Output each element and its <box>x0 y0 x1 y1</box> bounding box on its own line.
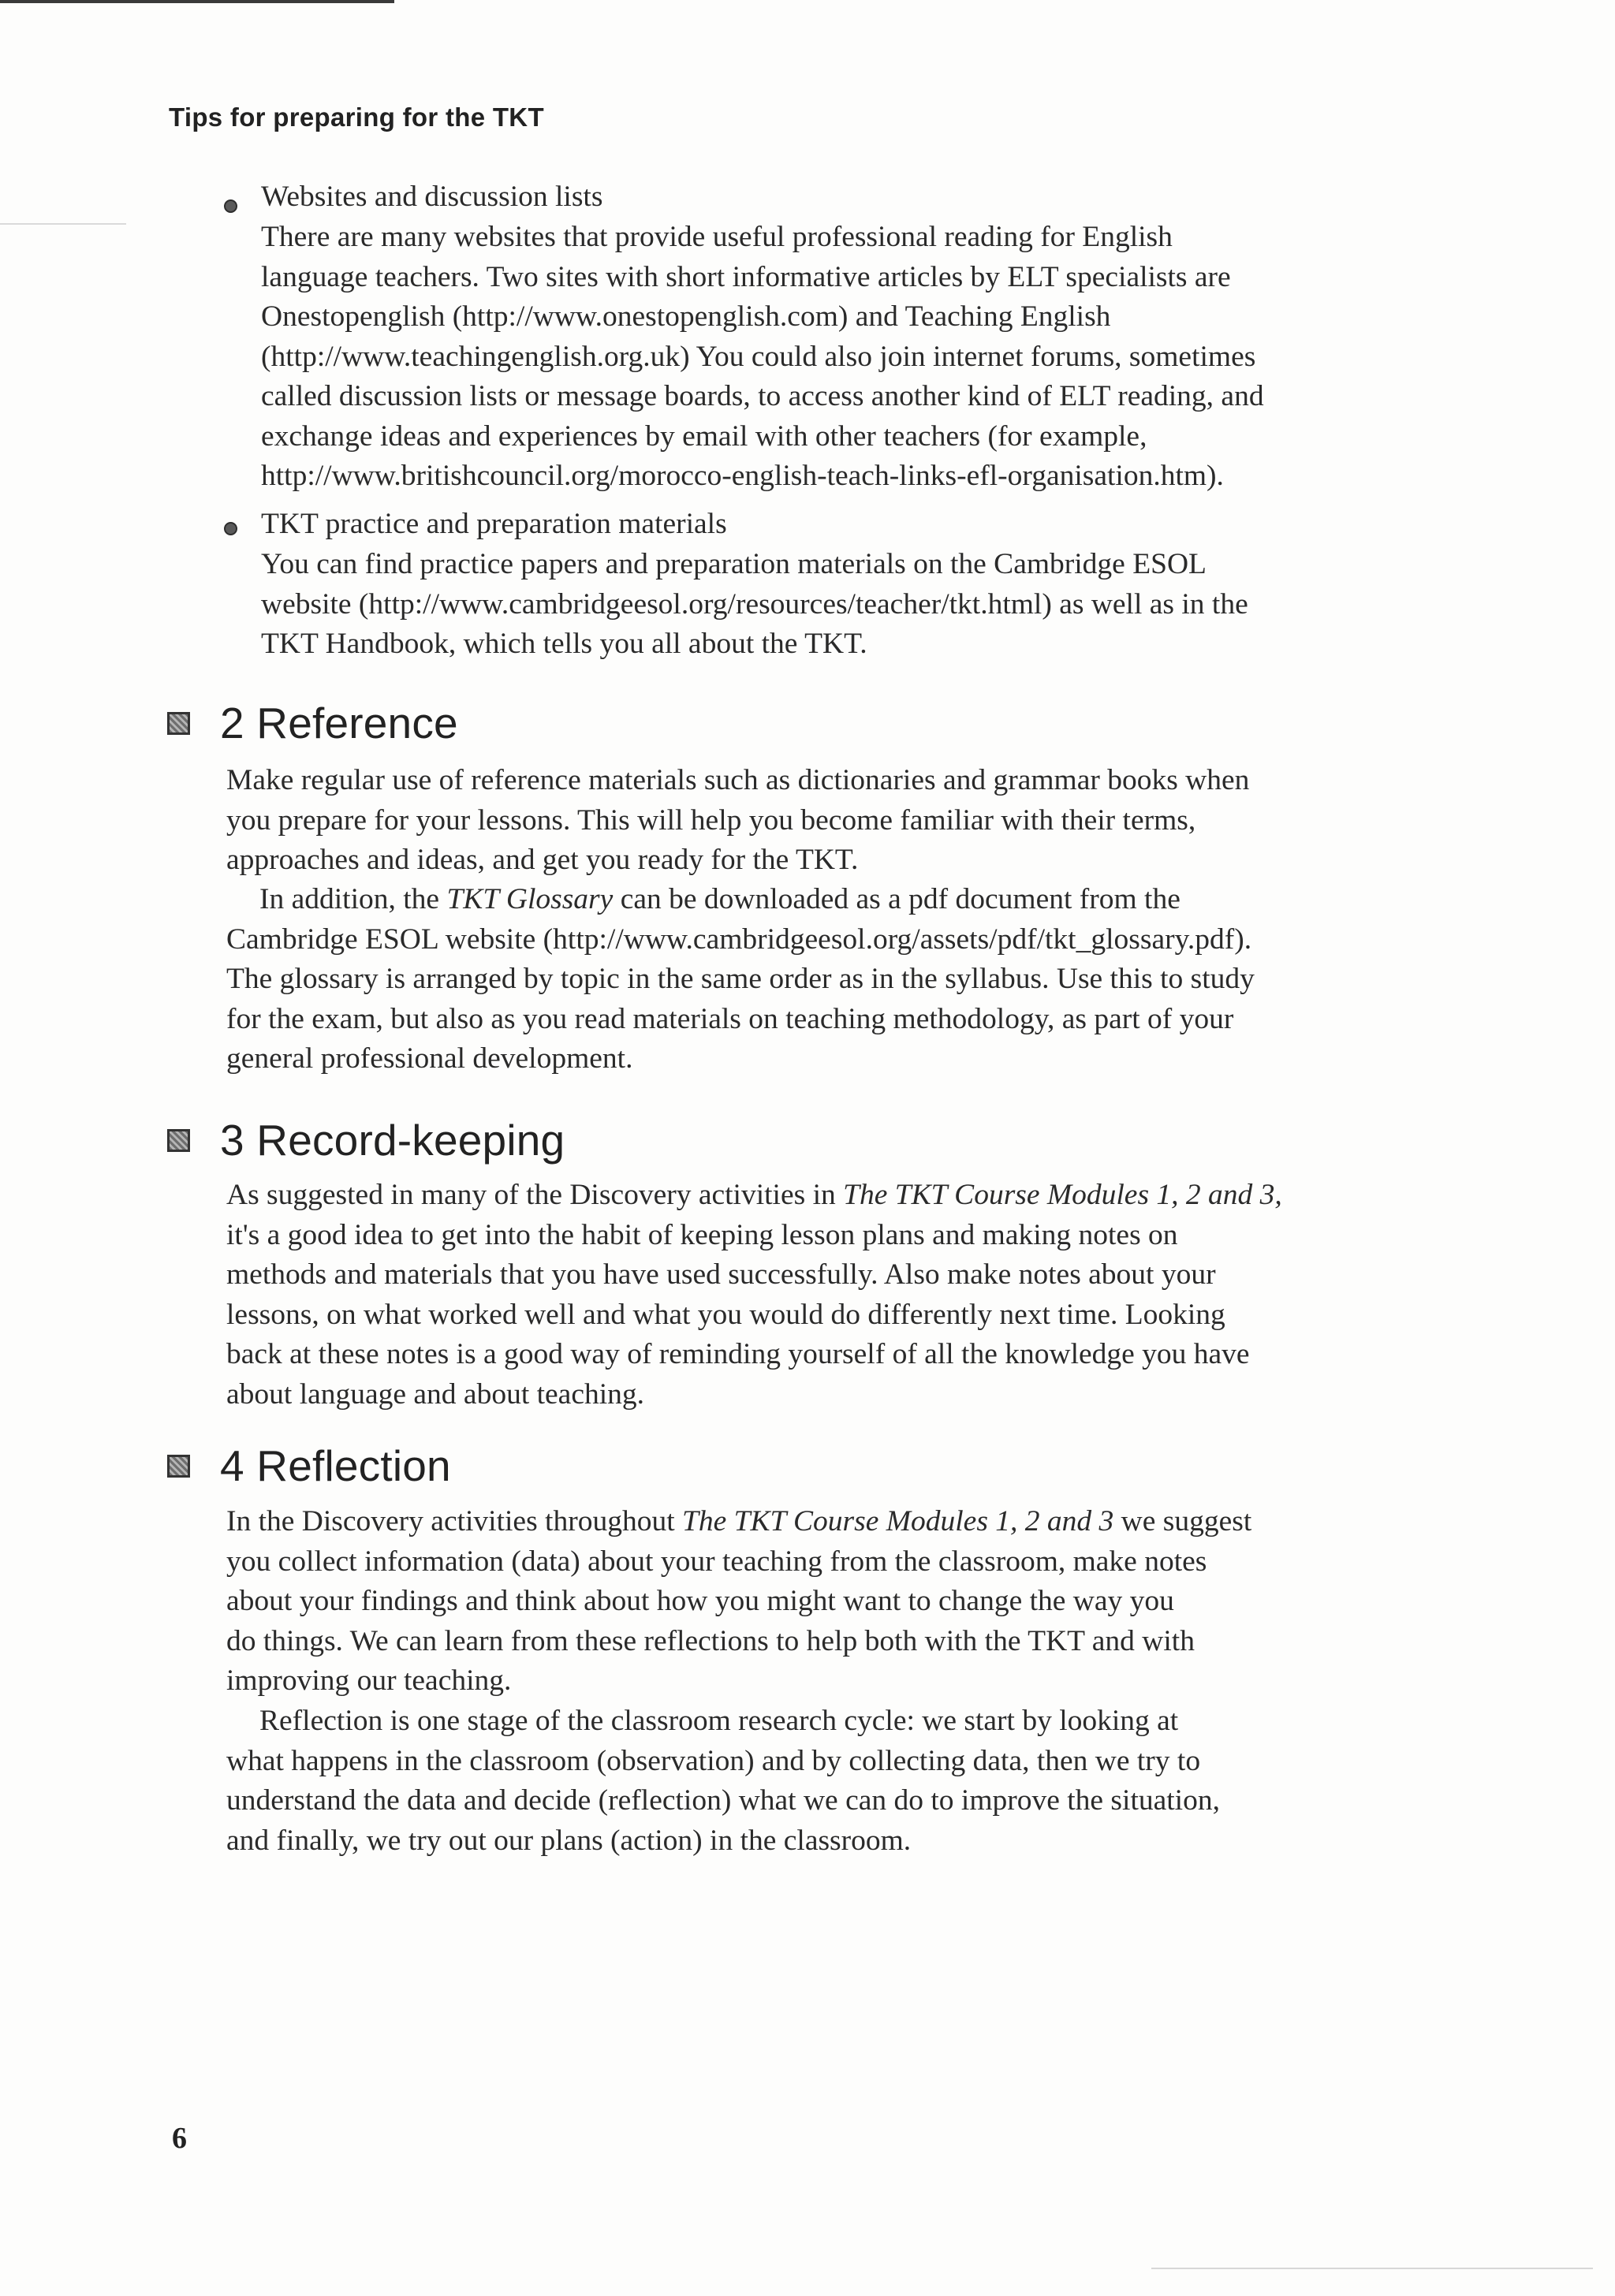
section-marker-icon <box>167 1455 190 1478</box>
reflection-paragraph-1 <box>226 1502 1251 1702</box>
text-run: In the Discovery activities throughout <box>226 1505 682 1538</box>
text-line: Cambridge ESOL website (http://www.cambridgeesol.org/assets/pdf/tkt_glossary.pdf). <box>226 922 1252 956</box>
scan-mark <box>1151 2268 1593 2269</box>
text-line: lessons, on what worked well and what you would do differently next time. Looking <box>226 1298 1225 1331</box>
text-line: it's a good idea to get into the habit of keeping lesson plans and making notes on <box>226 1218 1178 1251</box>
text-line: do things. We can learn from these reflections to help both with the TKT and with <box>226 1624 1195 1657</box>
section-title: 3 Record-keeping <box>220 1116 565 1165</box>
text-line: understand the data and decide (reflection) what we can do to improve the situation, <box>226 1784 1220 1817</box>
text-line <box>226 1502 1251 1542</box>
top-rule <box>0 0 394 3</box>
section-title: 2 Reference <box>220 699 458 747</box>
text-line: You can find practice papers and preparation materials on the Cambridge ESOL <box>261 548 1207 580</box>
scan-mark <box>0 223 126 225</box>
text-run: In addition, the <box>259 883 447 915</box>
text-line: for the exam, but also as you read materials on teaching methodology, as part of your <box>226 1002 1234 1035</box>
text-line: exchange ideas and experiences by email with other teachers (for example, <box>261 419 1147 453</box>
reflection-paragraph-2 <box>226 1702 1220 1861</box>
text-line: called discussion lists or message boards, to access another kind of ELT reading, and <box>261 380 1264 412</box>
reference-paragraph-2 <box>226 880 1255 1079</box>
text-line: http://www.britishcouncil.org/morocco-english-teach-links-efl-organisation.htm). <box>261 460 1224 492</box>
italic-title: TKT Glossary <box>446 883 614 915</box>
italic-title: The TKT Course Modules 1, 2 and 3, <box>843 1179 1282 1211</box>
section-heading-record-keeping <box>167 1115 565 1165</box>
section-marker-icon <box>167 712 190 735</box>
text-line: TKT Handbook, which tells you all about the TKT. <box>261 628 867 660</box>
text-line: methods and materials that you have used successfully. Also make notes about your <box>226 1258 1216 1291</box>
text-line: back at these notes is a good way of reminding yourself of all the knowledge you have <box>226 1338 1250 1370</box>
page-number: 6 <box>172 2122 187 2155</box>
bullet-body-websites <box>261 218 1264 497</box>
section-heading-reference <box>167 698 458 748</box>
text-line: improving our teaching. <box>226 1664 512 1697</box>
bullet-title-tkt-practice: TKT practice and preparation materials <box>261 508 727 540</box>
text-line: you collect information (data) about your teaching from the classroom, make notes <box>226 1545 1207 1578</box>
text-line: (http://www.teachingenglish.org.uk) You could also join internet forums, sometimes <box>261 340 1256 373</box>
text-line: approaches and ideas, and get you ready for the TKT. <box>226 844 859 876</box>
bullet-dot <box>224 199 237 213</box>
section-title: 4 Reflection <box>220 1441 451 1490</box>
bullet-title-websites: Websites and discussion lists <box>261 181 603 213</box>
bullet-body-tkt-practice <box>261 545 1248 665</box>
reference-paragraph-1 <box>226 761 1249 881</box>
text-line: language teachers. Two sites with short informative articles by ELT specialists are <box>261 260 1231 293</box>
text-line <box>226 880 1255 920</box>
italic-title: The TKT Course Modules 1, 2 and 3 <box>682 1505 1114 1538</box>
text-line: and finally, we try out our plans (action) in the classroom. <box>226 1824 912 1857</box>
text-run: can be downloaded as a pdf document from the <box>613 883 1180 915</box>
text-line: what happens in the classroom (observation) and by collecting data, then we try to <box>226 1744 1201 1777</box>
record-keeping-paragraph <box>226 1176 1282 1414</box>
text-line: website (http://www.cambridgeesol.org/resources/teacher/tkt.html) as well as in the <box>261 587 1248 621</box>
running-head: Tips for preparing for the TKT <box>169 102 544 132</box>
section-marker-icon <box>167 1129 190 1152</box>
bullet-dot <box>224 522 237 535</box>
text-run: we suggest <box>1113 1505 1252 1538</box>
text-line: about language and about teaching. <box>226 1377 645 1411</box>
text-line: The glossary is arranged by topic in the same order as in the syllabus. Use this to study <box>226 963 1255 995</box>
text-line: about your findings and think about how you might want to change the way you <box>226 1585 1174 1617</box>
text-run: As suggested in many of the Discovery activities in <box>226 1179 844 1211</box>
text-line <box>226 1176 1282 1216</box>
text-line: general professional development. <box>226 1042 633 1075</box>
text-line: There are many websites that provide useful professional reading for English <box>261 221 1173 253</box>
section-heading-reflection <box>167 1441 451 1491</box>
text-line: Onestopenglish (http://www.onestopenglish.com) and Teaching English <box>261 300 1111 333</box>
text-line: you prepare for your lessons. This will help you become familiar with their terms, <box>226 803 1196 837</box>
text-line: Make regular use of reference materials such as dictionaries and grammar books when <box>226 764 1250 796</box>
text-line: Reflection is one stage of the classroom research cycle: we start by looking at <box>259 1705 1179 1737</box>
